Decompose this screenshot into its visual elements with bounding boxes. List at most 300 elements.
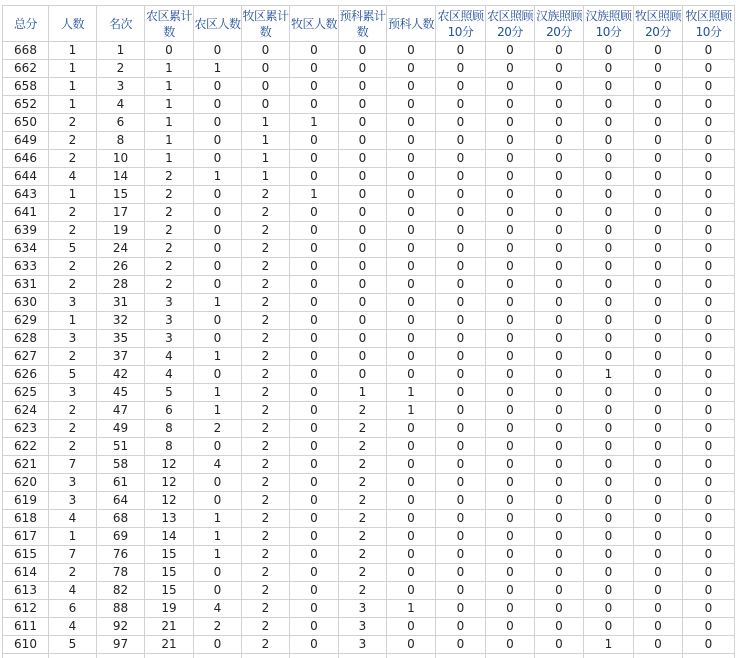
table-cell: 0 (387, 258, 436, 276)
table-cell: 0 (339, 96, 387, 114)
table-cell: 0 (194, 132, 242, 150)
table-row (3, 96, 735, 114)
table-cell: 0 (486, 258, 535, 276)
table-cell: 643 (3, 186, 49, 204)
table-cell (486, 654, 535, 658)
table-cell: 1 (145, 150, 194, 168)
table-cell: 0 (535, 312, 584, 330)
table-cell: 0 (634, 240, 683, 258)
table-cell: 0 (683, 456, 735, 474)
table-cell: 627 (3, 348, 49, 366)
table-cell: 0 (683, 258, 735, 276)
table-cell: 0 (683, 546, 735, 564)
table-cell: 7 (49, 456, 97, 474)
table-cell: 5 (49, 366, 97, 384)
table-cell: 2 (339, 582, 387, 600)
table-cell: 0 (339, 150, 387, 168)
table-cell: 0 (584, 420, 634, 438)
table-cell: 10 (97, 150, 145, 168)
table-cell: 2 (339, 564, 387, 582)
table-cell (535, 654, 584, 658)
table-row (3, 348, 735, 366)
table-cell: 0 (290, 294, 339, 312)
table-cell: 42 (97, 366, 145, 384)
score-distribution-table (2, 5, 735, 658)
table-cell: 0 (683, 402, 735, 420)
header-pasture-bonus-10: 牧区照顾10分 (683, 6, 735, 42)
table-cell: 0 (535, 564, 584, 582)
table-cell: 4 (49, 582, 97, 600)
table-row (3, 582, 735, 600)
table-cell: 0 (486, 312, 535, 330)
table-cell: 0 (535, 132, 584, 150)
table-cell: 4 (194, 456, 242, 474)
table-cell: 0 (486, 294, 535, 312)
table-cell: 641 (3, 204, 49, 222)
table-cell: 629 (3, 312, 49, 330)
table-cell: 1 (387, 600, 436, 618)
table-cell: 613 (3, 582, 49, 600)
table-cell: 24 (97, 240, 145, 258)
table-cell: 0 (584, 60, 634, 78)
table-cell: 0 (194, 636, 242, 654)
table-cell (3, 654, 49, 658)
table-cell: 1 (194, 294, 242, 312)
table-cell: 0 (584, 456, 634, 474)
table-cell: 1 (194, 510, 242, 528)
table-row-cropped (3, 654, 735, 658)
table-cell: 0 (387, 420, 436, 438)
table-cell: 1 (97, 42, 145, 60)
table-cell: 1 (387, 384, 436, 402)
table-cell: 0 (387, 564, 436, 582)
table-cell: 3 (339, 618, 387, 636)
table-cell: 5 (49, 636, 97, 654)
table-cell: 0 (290, 384, 339, 402)
table-cell: 634 (3, 240, 49, 258)
table-cell: 3 (145, 330, 194, 348)
table-row (3, 60, 735, 78)
table-cell: 0 (535, 384, 584, 402)
table-cell: 0 (339, 330, 387, 348)
table-cell: 2 (145, 168, 194, 186)
table-cell: 0 (535, 204, 584, 222)
header-han-bonus-20: 汉族照顾20分 (535, 6, 584, 42)
table-cell: 0 (290, 168, 339, 186)
table-cell: 32 (97, 312, 145, 330)
table-cell: 0 (535, 96, 584, 114)
table-cell: 0 (290, 222, 339, 240)
table-cell: 2 (194, 618, 242, 636)
table-cell: 0 (436, 222, 486, 240)
table-cell: 1 (49, 96, 97, 114)
header-pasture-bonus-20: 牧区照顾20分 (634, 6, 683, 42)
table-cell (97, 654, 145, 658)
table-cell: 2 (145, 240, 194, 258)
table-cell: 2 (242, 636, 290, 654)
table-cell: 2 (49, 222, 97, 240)
table-cell: 2 (242, 240, 290, 258)
table-cell: 0 (387, 132, 436, 150)
table-cell: 14 (97, 168, 145, 186)
table-cell: 4 (49, 618, 97, 636)
table-cell: 0 (584, 150, 634, 168)
table-cell: 4 (49, 510, 97, 528)
table-cell: 0 (290, 150, 339, 168)
table-cell: 0 (535, 258, 584, 276)
table-cell: 2 (242, 456, 290, 474)
table-cell: 0 (387, 150, 436, 168)
table-cell: 0 (436, 42, 486, 60)
table-cell: 0 (290, 330, 339, 348)
table-cell: 0 (634, 420, 683, 438)
table-cell: 2 (49, 204, 97, 222)
table-cell: 31 (97, 294, 145, 312)
table-cell: 2 (242, 384, 290, 402)
table-cell: 0 (436, 492, 486, 510)
table-cell: 3 (339, 600, 387, 618)
table-cell: 2 (145, 276, 194, 294)
table-cell: 2 (145, 222, 194, 240)
table-cell: 0 (634, 456, 683, 474)
header-farm-count: 农区人数 (194, 6, 242, 42)
table-cell: 0 (290, 96, 339, 114)
table-cell: 0 (634, 636, 683, 654)
table-cell: 0 (634, 546, 683, 564)
table-cell: 652 (3, 96, 49, 114)
table-cell: 1 (194, 402, 242, 420)
table-cell: 1 (49, 528, 97, 546)
table-cell: 88 (97, 600, 145, 618)
table-cell: 2 (194, 420, 242, 438)
table-cell: 0 (436, 564, 486, 582)
table-cell: 0 (436, 582, 486, 600)
table-cell: 76 (97, 546, 145, 564)
table-cell: 0 (683, 600, 735, 618)
table-cell: 1 (339, 384, 387, 402)
table-cell: 3 (49, 492, 97, 510)
table-cell: 0 (634, 618, 683, 636)
table-cell: 69 (97, 528, 145, 546)
table-cell: 626 (3, 366, 49, 384)
table-cell: 92 (97, 618, 145, 636)
table-cell: 26 (97, 258, 145, 276)
table-cell: 0 (436, 600, 486, 618)
table-cell: 668 (3, 42, 49, 60)
table-cell: 2 (242, 546, 290, 564)
table-cell: 0 (290, 582, 339, 600)
table-cell (145, 654, 194, 658)
table-cell: 2 (242, 402, 290, 420)
table-cell: 0 (436, 240, 486, 258)
table-cell: 0 (194, 582, 242, 600)
table-row (3, 420, 735, 438)
table-cell: 0 (683, 582, 735, 600)
table-cell: 0 (387, 474, 436, 492)
table-cell: 37 (97, 348, 145, 366)
table-cell (290, 654, 339, 658)
table-row (3, 636, 735, 654)
table-cell: 0 (387, 546, 436, 564)
table-cell: 0 (584, 294, 634, 312)
table-cell: 0 (486, 420, 535, 438)
table-cell: 68 (97, 510, 145, 528)
table-cell: 51 (97, 438, 145, 456)
table-cell: 618 (3, 510, 49, 528)
table-cell: 0 (584, 330, 634, 348)
table-cell: 0 (584, 204, 634, 222)
table-row (3, 564, 735, 582)
table-cell: 0 (634, 528, 683, 546)
table-cell: 0 (194, 258, 242, 276)
table-cell: 0 (194, 312, 242, 330)
table-cell: 0 (387, 330, 436, 348)
table-cell: 2 (49, 438, 97, 456)
table-cell: 0 (535, 168, 584, 186)
table-cell: 615 (3, 546, 49, 564)
table-cell: 3 (97, 78, 145, 96)
table-cell (634, 654, 683, 658)
table-cell: 0 (535, 222, 584, 240)
table-cell: 0 (683, 276, 735, 294)
table-cell: 0 (436, 258, 486, 276)
table-cell: 0 (535, 510, 584, 528)
table-cell: 14 (145, 528, 194, 546)
table-row (3, 294, 735, 312)
table-cell: 5 (145, 384, 194, 402)
table-cell: 49 (97, 420, 145, 438)
table-cell: 2 (49, 276, 97, 294)
table-cell: 0 (486, 438, 535, 456)
table-cell: 0 (436, 276, 486, 294)
table-cell: 15 (145, 564, 194, 582)
table-cell: 2 (49, 420, 97, 438)
table-row (3, 168, 735, 186)
table-cell: 0 (535, 366, 584, 384)
table-cell: 0 (436, 294, 486, 312)
table-cell: 1 (194, 60, 242, 78)
table-cell: 0 (634, 438, 683, 456)
table-cell: 0 (634, 60, 683, 78)
table-cell: 0 (486, 366, 535, 384)
table-cell: 45 (97, 384, 145, 402)
table-cell: 0 (242, 78, 290, 96)
table-cell: 0 (387, 366, 436, 384)
table-cell: 2 (145, 186, 194, 204)
table-cell: 0 (387, 168, 436, 186)
table-cell: 0 (683, 312, 735, 330)
table-cell: 12 (145, 474, 194, 492)
table-cell: 2 (49, 258, 97, 276)
table-cell: 0 (194, 78, 242, 96)
table-cell: 1 (387, 402, 436, 420)
table-cell: 2 (242, 492, 290, 510)
table-header-row (3, 6, 735, 42)
table-cell: 0 (387, 186, 436, 204)
table-cell: 0 (486, 582, 535, 600)
table-row (3, 258, 735, 276)
table-cell: 0 (584, 384, 634, 402)
table-cell: 1 (194, 546, 242, 564)
table-cell: 0 (194, 330, 242, 348)
table-cell: 0 (339, 312, 387, 330)
table-cell: 0 (339, 204, 387, 222)
table-cell: 0 (339, 240, 387, 258)
table-cell: 0 (339, 366, 387, 384)
table-cell: 0 (683, 204, 735, 222)
table-cell: 0 (290, 492, 339, 510)
table-cell: 0 (584, 582, 634, 600)
table-cell: 617 (3, 528, 49, 546)
table-cell: 0 (486, 348, 535, 366)
table-cell: 0 (634, 510, 683, 528)
table-cell: 2 (49, 150, 97, 168)
table-cell: 0 (290, 474, 339, 492)
table-cell: 0 (387, 240, 436, 258)
table-cell: 7 (49, 546, 97, 564)
table-cell: 2 (242, 564, 290, 582)
table-cell: 0 (584, 168, 634, 186)
table-cell: 0 (535, 240, 584, 258)
table-cell: 5 (49, 240, 97, 258)
table-cell: 0 (535, 618, 584, 636)
table-cell: 0 (339, 60, 387, 78)
table-cell: 0 (387, 582, 436, 600)
header-prep-count: 预科人数 (387, 6, 436, 42)
header-pasture-cumulative: 牧区累计数 (242, 6, 290, 42)
table-cell: 0 (290, 348, 339, 366)
table-cell: 0 (290, 546, 339, 564)
table-cell: 82 (97, 582, 145, 600)
table-row (3, 492, 735, 510)
table-cell: 0 (535, 474, 584, 492)
table-cell: 628 (3, 330, 49, 348)
table-cell: 622 (3, 438, 49, 456)
table-cell: 0 (634, 492, 683, 510)
table-cell: 611 (3, 618, 49, 636)
table-row (3, 240, 735, 258)
table-cell: 0 (584, 600, 634, 618)
table-cell: 0 (535, 276, 584, 294)
table-cell: 0 (535, 546, 584, 564)
table-cell: 0 (535, 600, 584, 618)
table-cell: 0 (634, 294, 683, 312)
header-total-score: 总分 (3, 6, 49, 42)
table-row (3, 402, 735, 420)
table-cell: 0 (194, 222, 242, 240)
table-cell: 47 (97, 402, 145, 420)
table-cell: 2 (49, 348, 97, 366)
table-cell: 0 (584, 348, 634, 366)
table-cell: 0 (436, 132, 486, 150)
table-cell: 2 (242, 510, 290, 528)
table-cell: 0 (486, 600, 535, 618)
table-row (3, 528, 735, 546)
table-cell: 0 (683, 186, 735, 204)
table-cell: 0 (290, 600, 339, 618)
table-cell: 0 (290, 456, 339, 474)
table-cell: 0 (387, 618, 436, 636)
table-cell: 0 (683, 348, 735, 366)
table-cell: 1 (49, 186, 97, 204)
table-cell: 0 (683, 438, 735, 456)
table-cell: 0 (486, 42, 535, 60)
table-cell (683, 654, 735, 658)
table-cell: 0 (339, 222, 387, 240)
table-cell: 0 (634, 312, 683, 330)
table-cell: 1 (145, 114, 194, 132)
table-cell: 2 (242, 330, 290, 348)
table-cell: 624 (3, 402, 49, 420)
table-cell: 0 (387, 456, 436, 474)
table-cell: 0 (584, 96, 634, 114)
table-cell: 1 (242, 150, 290, 168)
table-cell: 0 (387, 636, 436, 654)
table-cell: 0 (194, 114, 242, 132)
table-cell: 0 (486, 168, 535, 186)
table-row (3, 384, 735, 402)
table-cell: 0 (486, 456, 535, 474)
table-cell: 0 (535, 492, 584, 510)
table-cell: 2 (339, 474, 387, 492)
table-cell: 0 (290, 636, 339, 654)
table-cell: 0 (339, 276, 387, 294)
table-cell: 1 (194, 384, 242, 402)
table-cell: 2 (339, 510, 387, 528)
table-cell: 0 (535, 456, 584, 474)
table-cell: 8 (145, 420, 194, 438)
table-cell: 0 (634, 474, 683, 492)
table-cell: 2 (242, 474, 290, 492)
table-cell: 0 (436, 96, 486, 114)
table-cell: 2 (49, 564, 97, 582)
table-cell: 0 (290, 258, 339, 276)
table-cell: 0 (634, 402, 683, 420)
table-row (3, 510, 735, 528)
table-cell: 0 (387, 114, 436, 132)
table-row (3, 366, 735, 384)
table-cell: 2 (339, 528, 387, 546)
table-cell (49, 654, 97, 658)
table-cell: 633 (3, 258, 49, 276)
table-cell: 0 (194, 96, 242, 114)
table-cell (242, 654, 290, 658)
table-cell: 0 (339, 294, 387, 312)
table-cell: 0 (634, 42, 683, 60)
table-cell: 2 (242, 348, 290, 366)
table-cell: 0 (535, 636, 584, 654)
table-cell: 0 (436, 186, 486, 204)
table-cell: 2 (339, 420, 387, 438)
table-cell (339, 654, 387, 658)
table-cell: 0 (634, 384, 683, 402)
table-cell: 0 (634, 564, 683, 582)
table-cell: 2 (242, 438, 290, 456)
table-cell: 1 (145, 96, 194, 114)
table-cell: 0 (486, 330, 535, 348)
table-cell: 0 (436, 60, 486, 78)
table-cell: 17 (97, 204, 145, 222)
table-cell: 2 (242, 294, 290, 312)
table-cell: 0 (486, 186, 535, 204)
table-cell: 0 (436, 402, 486, 420)
table-cell: 0 (584, 276, 634, 294)
table-row (3, 204, 735, 222)
table-cell: 0 (634, 258, 683, 276)
table-cell: 0 (436, 474, 486, 492)
table-cell: 0 (535, 42, 584, 60)
table-cell: 3 (49, 474, 97, 492)
